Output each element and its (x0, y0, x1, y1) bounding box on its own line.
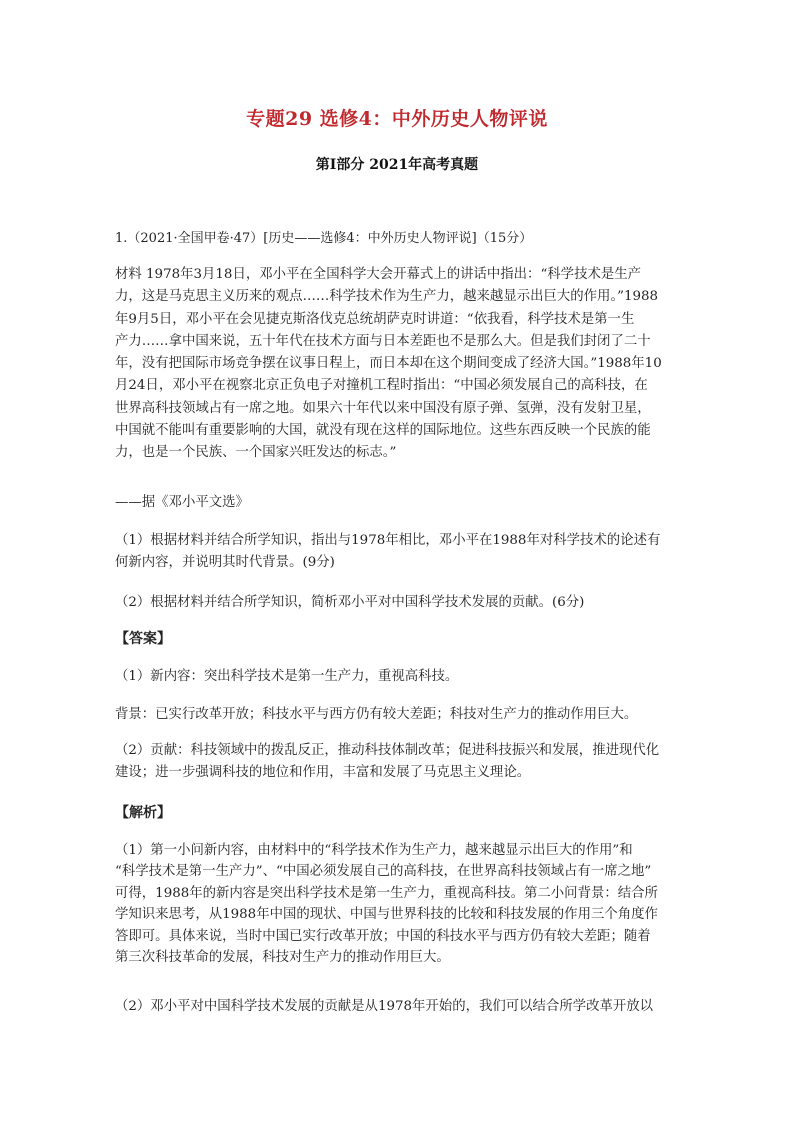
analysis-1 (115, 840, 681, 968)
material-line: 年9月5日，邓小平在会见捷克斯洛伐克总统胡萨克时讲道：“依我看，科学技术是第一生 (115, 311, 635, 327)
analysis-line: 可得，1988年的新内容是突出科学技术是第一生产力，重视高科技。第二小问背景：结合所 (115, 885, 658, 901)
question-part-2 (115, 592, 681, 614)
material-line: 力，这是马克思主义历来的观点……科学技术作为生产力，越来越显示出巨大的作用。”1988 (115, 289, 659, 305)
material-line: 年，没有把国际市场竞争摆在议事日程上，而日本却在这个期间变成了经济大国。”1988年10 (115, 356, 662, 372)
section-subtitle: 第Ⅰ部分 2021年高考真题 (315, 157, 479, 173)
material-line: 月24日，邓小平在视察北京正负电子对撞机工程时指出：“中国必须发展自己的高科技，在 (115, 378, 648, 394)
material-source (115, 492, 681, 514)
analysis-line: （1）第一小问新内容，由材料中的“科学技术作为生产力，越来越显示出巨大的作用”和 (115, 843, 633, 858)
answer-2 (115, 740, 681, 784)
analysis-2: （2）邓小平对中国科学技术发展的贡献是从1978年开始的，我们可以结合所学改革开放以 (115, 999, 654, 1014)
document-title: 专题29 选修4：中外历史人物评说 (246, 108, 548, 130)
question-heading: 1.（2021·全国甲卷·47）[历史——选修4：中外历史人物评说]（15分） (115, 231, 533, 246)
source-citation: ——据《邓小平文选》 (115, 495, 249, 510)
material-line: 材料 1978年3月18日，邓小平在全国科学大会开幕式上的讲话中指出：“科学技术是生产 (115, 267, 642, 282)
question-part-1 (115, 530, 681, 574)
analysis-label: 【解析】 (115, 805, 171, 821)
answer-1-background: 背景：已实行改革开放；科技水平与西方仍有较大差距；科技对生产力的推动作用巨大。 (115, 707, 638, 722)
material-text (115, 264, 681, 465)
material-line: 世界高科技领域占有一席之地。如果六十年代以来中国没有原子弹、氢弹，没有发射卫星， (115, 400, 651, 416)
answer-1: （1）新内容：突出科学技术是第一生产力，重视高科技。 (115, 669, 459, 684)
answer-line: 建设；进一步强调科技的地位和作用，丰富和发展了马克思主义理论。 (115, 765, 531, 780)
question-line: （1）根据材料并结合所学知识，指出与1978年相比，邓小平在1988年对科学技术的论述有 (115, 533, 661, 548)
analysis-line: 学知识来思考，从1988年中国的现状、中国与世界科技的比较和科技发展的作用三个角度作 (115, 907, 658, 923)
analysis-line: “科学技术是第一生产力”、“中国必须发展自己的高科技，在世界高科技领域占有一席之地” (115, 864, 652, 880)
material-line: 中国就不能叫有重要影响的大国，就没有现在这样的国际地位。这些东西反映一个民族的能 (115, 423, 651, 439)
question-line: （2）根据材料并结合所学知识，简析邓小平对中国科学技术发展的贡献。(6分) (115, 595, 585, 610)
analysis-line: 第三次科技革命的发展，科技对生产力的推动作用巨大。 (115, 950, 450, 966)
answer-label: 【答案】 (115, 631, 171, 647)
material-line: 产力……拿中国来说，五十年代在技术方面与日本差距也不是那么大。但是我们封闭了二十 (115, 333, 651, 349)
question-line: 何新内容，并说明其时代背景。(9分) (115, 555, 335, 570)
answer-line: （2）贡献：科技领域中的拨乱反正，推动科技体制改革；促进科技振兴和发展，推进现代化 (115, 743, 660, 758)
material-line: 力，也是一个民族、一个国家兴旺发达的标志。” (115, 445, 397, 461)
analysis-line: 答即可。具体来说，当时中国已实行改革开放；中国的科技水平与西方仍有较大差距；随着 (115, 928, 651, 944)
